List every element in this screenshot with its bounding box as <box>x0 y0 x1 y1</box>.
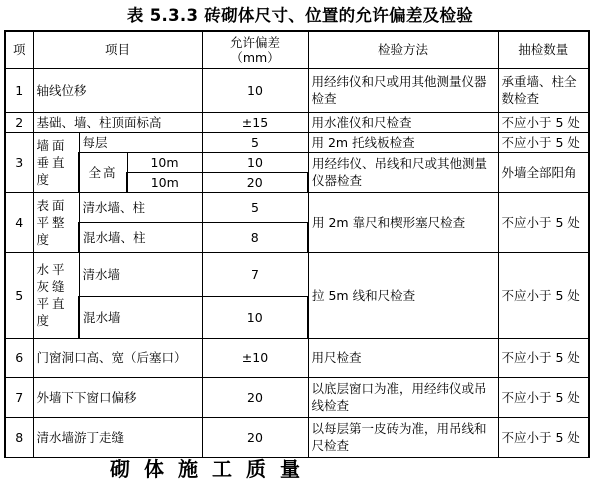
table-row <box>5 338 589 377</box>
row-item: 水平灰缝平直度 <box>33 252 79 338</box>
row-method: 以底层窗口为准，用经纬仪或吊线检查 <box>308 377 498 417</box>
row-no: 8 <box>5 417 33 457</box>
row-tolerance: 10 <box>202 68 308 112</box>
row-subitem: 清水墙 <box>79 252 202 296</box>
row-no: 7 <box>5 377 33 417</box>
table-row <box>5 377 589 417</box>
header-row <box>5 31 589 68</box>
row-tolerance: 20 <box>202 377 308 417</box>
row-method: 拉 5m 线和尺检查 <box>308 252 498 338</box>
row-subitem: 全高 <box>79 152 127 192</box>
table-row <box>5 192 589 222</box>
row-tolerance: ±10 <box>202 338 308 377</box>
row-no: 4 <box>5 192 33 252</box>
row-item: 基础、墙、柱顶面标高 <box>33 112 202 132</box>
row-method: 以每层第一皮砖为准，用吊线和尺检查 <box>308 417 498 457</box>
row-no: 2 <box>5 112 33 132</box>
row-subitem: 混水墙 <box>79 296 202 338</box>
table-row <box>5 152 589 172</box>
row-no: 3 <box>5 132 33 192</box>
row-item: 清水墙游丁走缝 <box>33 417 202 457</box>
row-tolerance: 20 <box>202 172 308 192</box>
header-item-no: 项 <box>5 31 33 68</box>
row-method: 用水准仪和尺检查 <box>308 112 498 132</box>
row-quantity: 不应小于 5 处 <box>498 377 589 417</box>
header-method: 检验方法 <box>308 31 498 68</box>
next-heading-fragment: 砌体施工质量 <box>110 457 314 481</box>
row-tolerance: 20 <box>202 417 308 457</box>
row-tolerance: 5 <box>202 192 308 222</box>
row-quantity: 不应小于 5 处 <box>498 132 589 152</box>
row-no: 1 <box>5 68 33 112</box>
row-height: 10m <box>127 152 202 172</box>
row-no: 6 <box>5 338 33 377</box>
table-row <box>5 417 589 457</box>
next-heading-cutoff <box>0 453 600 481</box>
table-title: 表 5.3.3 砖砌体尺寸、位置的允许偏差及检验 <box>126 6 474 25</box>
header-tolerance: 允许偏差 （mm） <box>202 31 308 68</box>
row-quantity: 承重墙、柱全数检查 <box>498 68 589 112</box>
row-tolerance: ±15 <box>202 112 308 132</box>
row-quantity: 不应小于 5 处 <box>498 252 589 338</box>
row-tolerance: 7 <box>202 252 308 296</box>
table-row <box>5 68 589 112</box>
row-method: 用经纬仪、吊线和尺或其他测量仪器检查 <box>308 152 498 192</box>
row-tolerance: 10 <box>202 296 308 338</box>
row-method: 用尺检查 <box>308 338 498 377</box>
header-quantity: 抽检数量 <box>498 31 589 68</box>
row-quantity: 外墙全部阳角 <box>498 152 589 192</box>
row-quantity: 不应小于 5 处 <box>498 417 589 457</box>
row-height: 10m <box>127 172 202 192</box>
row-tolerance: 8 <box>202 222 308 252</box>
row-method: 用经纬仪和尺或用其他测量仪器检查 <box>308 68 498 112</box>
row-item: 门窗洞口高、宽（后塞口） <box>33 338 202 377</box>
row-item: 墙面垂直度 <box>33 132 79 192</box>
header-item: 项目 <box>33 31 202 68</box>
table-row <box>5 252 589 296</box>
row-item: 轴线位移 <box>33 68 202 112</box>
table-row <box>5 132 589 152</box>
row-no: 5 <box>5 252 33 338</box>
row-subitem: 混水墙、柱 <box>79 222 202 252</box>
tolerance-table <box>4 30 590 458</box>
row-method: 用 2m 靠尺和楔形塞尺检查 <box>308 192 498 252</box>
row-tolerance: 10 <box>202 152 308 172</box>
row-quantity: 不应小于 5 处 <box>498 192 589 252</box>
row-quantity: 不应小于 5 处 <box>498 338 589 377</box>
row-tolerance: 5 <box>202 132 308 152</box>
row-subitem: 清水墙、柱 <box>79 192 202 222</box>
row-quantity: 不应小于 5 处 <box>498 112 589 132</box>
row-item: 表面平整度 <box>33 192 79 252</box>
row-item: 外墙下下窗口偏移 <box>33 377 202 417</box>
table-row <box>5 112 589 132</box>
row-subitem: 每层 <box>79 132 202 152</box>
row-method: 用 2m 托线板检查 <box>308 132 498 152</box>
